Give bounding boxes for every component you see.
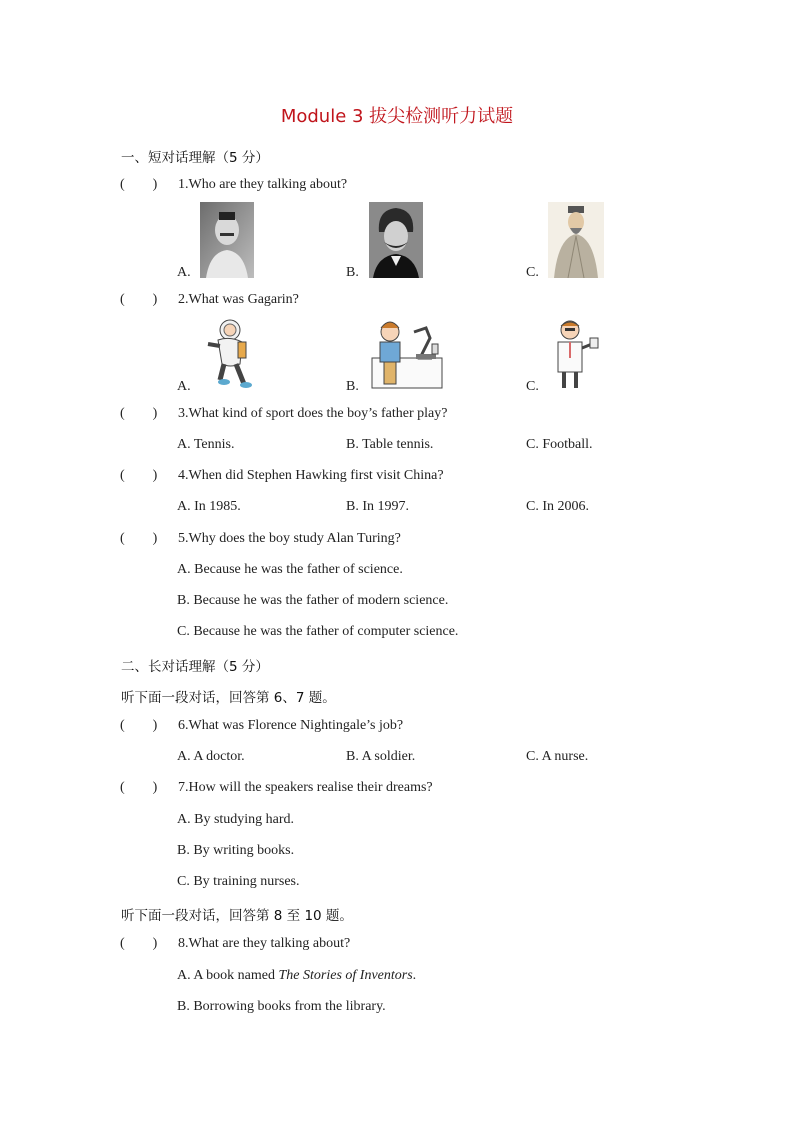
answer-blank: ( ) (120, 406, 158, 421)
answer-blank: ( ) (120, 531, 158, 546)
option-a-label: A. (177, 265, 191, 280)
book-title: The Stories of Inventors (278, 968, 413, 983)
question-number: 6. (178, 718, 189, 733)
question-text: What was Gagarin? (188, 292, 299, 307)
option-c: C. Because he was the father of computer science. (177, 624, 459, 639)
question-text: Who are they talking about? (188, 177, 348, 192)
question-8 (120, 936, 350, 952)
option-b: B. Table tennis. (346, 437, 434, 452)
option-c-label: C. (526, 265, 539, 280)
question-number: 7. (178, 780, 189, 795)
question-text: What are they talking about? (188, 936, 351, 951)
option-c: C. In 2006. (526, 499, 589, 514)
question-text: How will the speakers realise their dreams? (188, 780, 433, 795)
answer-blank: ( ) (120, 468, 158, 483)
question-text: What kind of sport does the boy’s father play? (188, 406, 448, 421)
answer-blank: ( ) (120, 177, 158, 192)
option-a (177, 968, 416, 984)
answer-blank: ( ) (120, 718, 158, 733)
portrait-lu-xun-photo (200, 202, 254, 278)
question-5 (120, 531, 401, 547)
answer-blank: ( ) (120, 936, 158, 951)
question-text: When did Stephen Hawking first visit China? (188, 468, 444, 483)
question-number: 1. (178, 177, 189, 192)
scientist-with-microscope-illustration (370, 318, 444, 390)
question-1 (120, 177, 347, 193)
astronaut-illustration (200, 318, 254, 390)
question-3 (120, 406, 447, 422)
option-a: A. Because he was the father of science. (177, 562, 403, 577)
question-text: Why does the boy study Alan Turing? (188, 531, 401, 546)
option-b: B. A soldier. (346, 749, 416, 764)
option-a-period: . (412, 968, 417, 983)
option-b: B. Borrowing books from the library. (177, 999, 386, 1014)
option-a-label: A. (177, 379, 191, 394)
option-a-text: A. A book named (177, 968, 279, 983)
answer-blank: ( ) (120, 292, 158, 307)
option-c: C. A nurse. (526, 749, 589, 764)
question-number: 3. (178, 406, 189, 421)
page-title: Module 3 拔尖检测听力试题 (280, 106, 514, 127)
option-b-label: B. (346, 379, 359, 394)
option-a: A. Tennis. (177, 437, 235, 452)
option-c: C. By training nurses. (177, 874, 300, 889)
option-a: A. In 1985. (177, 499, 241, 514)
section-1-heading: 一、短对话理解（5 分） (121, 150, 269, 166)
option-b: B. By writing books. (177, 843, 295, 858)
question-text: What was Florence Nightingale’s job? (188, 718, 404, 733)
answer-blank: ( ) (120, 780, 158, 795)
question-number: 2. (178, 292, 189, 307)
instruction-q8-10: 听下面一段对话，回答第 8 至 10 题。 (121, 908, 353, 924)
option-a: A. By studying hard. (177, 812, 295, 827)
section-2-heading: 二、长对话理解（5 分） (121, 659, 269, 675)
option-c: C. Football. (526, 437, 593, 452)
portrait-ancient-scholar-painting (548, 202, 604, 278)
option-b-label: B. (346, 265, 359, 280)
question-number: 5. (178, 531, 189, 546)
option-b: B. In 1997. (346, 499, 409, 514)
doctor-illustration (548, 318, 600, 390)
question-6 (120, 718, 403, 734)
question-number: 8. (178, 936, 189, 951)
question-7 (120, 780, 433, 796)
option-c-label: C. (526, 379, 539, 394)
question-2 (120, 292, 299, 308)
question-4 (120, 468, 444, 484)
portrait-mark-twain-photo (369, 202, 423, 278)
question-number: 4. (178, 468, 189, 483)
option-b: B. Because he was the father of modern science. (177, 593, 449, 608)
instruction-q6-7: 听下面一段对话，回答第 6、7 题。 (121, 690, 336, 706)
option-a: A. A doctor. (177, 749, 245, 764)
